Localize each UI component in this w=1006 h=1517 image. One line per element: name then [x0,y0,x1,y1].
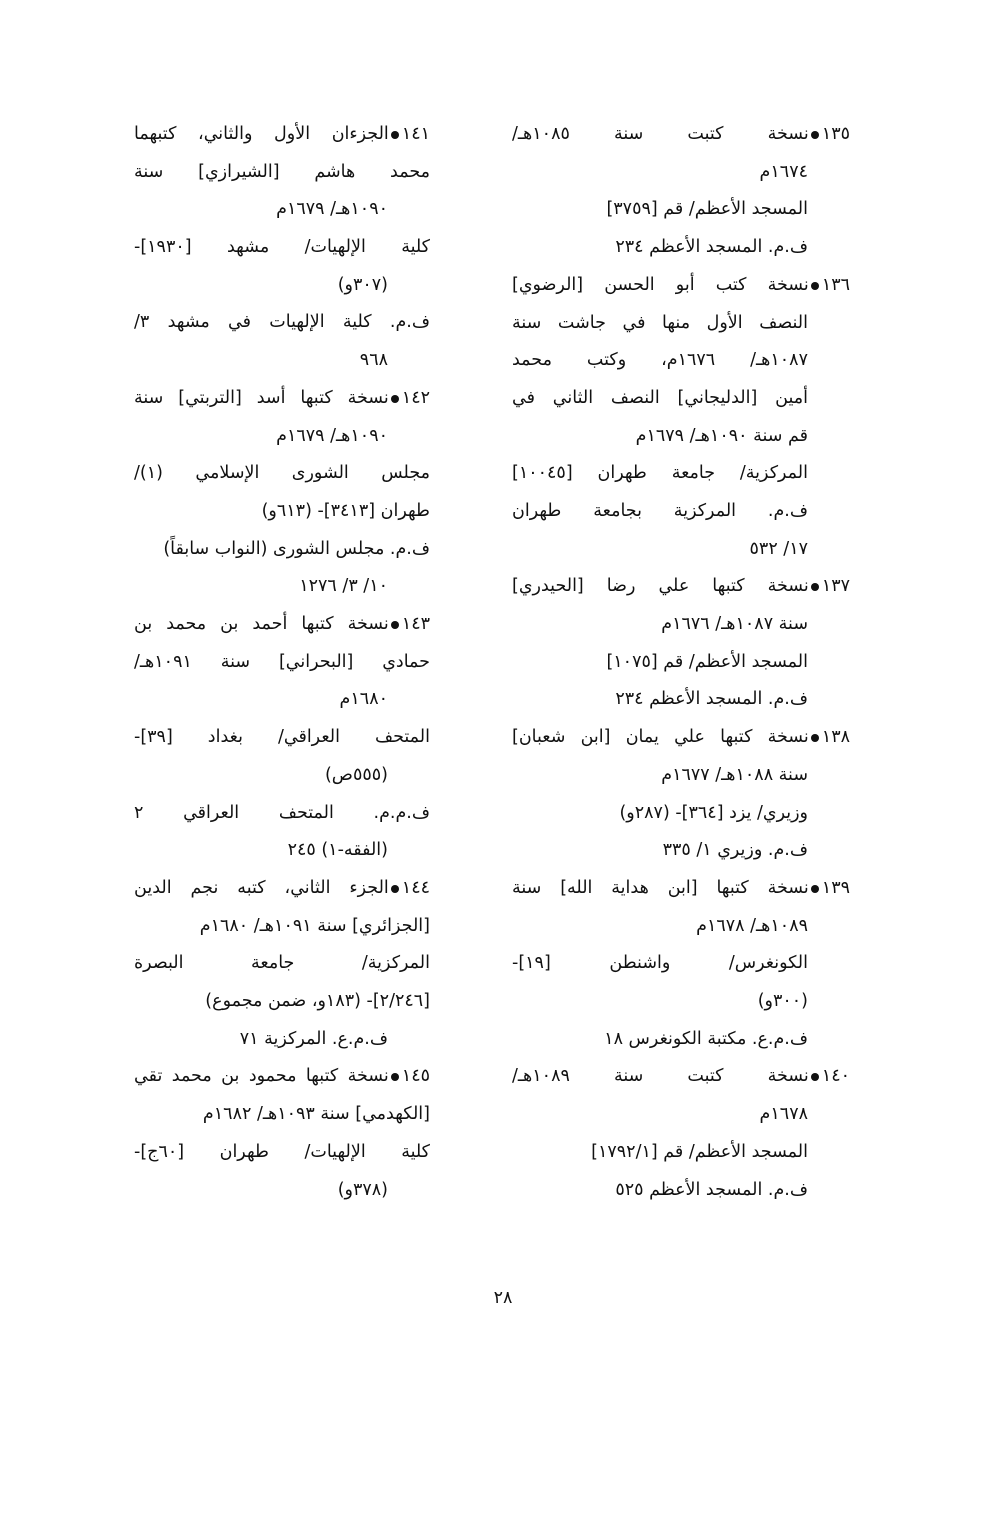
entry-text: (الفقه-١) ٢٤٥ [287,840,388,861]
entry-text: كلية الإلهيات/ طهران [٦٠ج]- [134,1141,430,1162]
entry-text: طهران [٣٤١٣]- (٦١٣و) [261,500,430,521]
list-item [134,1058,430,1209]
entry-text: أمين [الدليجاني] النصف الثاني في [512,387,808,408]
entry-text: ف.م.م. المتحف العراقي ٢ [134,802,430,823]
entry-text: ١٠/ ٣/ ١٢٧٦ [299,576,388,597]
entry-text: المتحف العراقي/ بغداد [٣٩]- [134,727,430,748]
entry-text: مجلس الشورى الإسلامي (١)/ [134,463,430,484]
entry-text: ١٠٩٠هـ/ ١٦٧٩م [276,425,388,446]
entry-text: النصف الأول منها في جاشت سنة [512,312,808,333]
bullet-icon [811,131,819,139]
entry-text: ف.م.ع. المركزية ٧١ [239,1028,388,1049]
page-number: ٢٨ [493,1288,513,1308]
entry-number: ١٤١ [401,124,430,144]
entry-text: الجزء الثاني، كتبه نجم الدين [134,877,389,898]
entry-text: سنة ١٠٨٨هـ/ ١٦٧٧م [661,764,808,785]
entry-text: محمد هاشم [الشيرازي] سنة [134,161,430,182]
entry-text: ١٠٩٠هـ/ ١٦٧٩م [276,199,388,220]
list-item [512,719,850,870]
entry-number: ١٤٠ [821,1066,850,1087]
entry-text: (٣٠٠و) [757,991,808,1012]
list-item [512,267,850,569]
bullet-icon [391,395,399,403]
entry-text: ١٧/ ٥٣٢ [749,538,808,559]
bullet-icon [391,1073,399,1081]
entry-text: ف.م. المسجد الأعظم ٢٣٤ [615,237,808,258]
bullet-icon [391,621,399,629]
entry-text: المسجد الأعظم/ قم [١٧٩٢/١] [591,1141,808,1162]
entry-text: نسخة كتبت سنة ١٠٨٩هـ/ [512,1066,809,1087]
entry-text: نسخة كتبها محمود بن محمد تقي [134,1066,389,1087]
entry-text: (٥٥٥ص) [324,764,388,785]
entry-text: ف.م. مجلس الشورى (النواب سابقاً) [163,538,430,559]
bullet-icon [391,131,399,139]
entry-number: ١٣٦ [821,274,850,295]
entry-text: الجزءان الأول والثاني، كتبهما [134,124,389,144]
list-item [512,1058,850,1209]
list-item [134,606,430,870]
entry-text: (٣٠٧و) [337,274,388,295]
entry-text: المركزية/ جامعة طهران [١٠٠٤٥] [512,463,808,484]
entry-text: وزيري/ يزد [٣٦٤]- (٢٨٧و) [619,802,808,823]
bullet-icon [811,885,819,893]
entry-text: (٣٧٨و) [337,1179,388,1200]
entry-text: ف.م.ع. مكتبة الكونغرس ١٨ [604,1028,808,1049]
entry-text: نسخة كتبها [ابن هداية الله] سنة [512,877,809,898]
bullet-icon [391,885,399,893]
entry-text: ٩٦٨ [359,350,388,371]
list-item [134,380,430,606]
right-column [512,116,850,1209]
entry-text: ١٠٨٧هـ/ ١٦٧٦م، وكتب محمد [512,350,808,371]
entry-number: ١٤٤ [401,877,430,898]
list-item [134,116,430,380]
bullet-icon [811,734,819,742]
entry-text: سنة ١٠٨٧هـ/ ١٦٧٦م [661,614,808,635]
entry-text: ف.م. كلية الإلهيات في مشهد ٣/ [134,312,430,333]
bullet-icon [811,282,819,290]
entry-text: قم سنة ١٠٩٠هـ/ ١٦٧٩م [635,425,808,446]
entry-text: المركزية/ جامعة البصرة [134,953,430,974]
entry-text: ١٦٨٠م [339,689,388,710]
entry-text: نسخة كتبها علي يمان [ابن شعبان] [512,727,809,748]
entry-text: نسخة كتبها أحمد بن محمد بن [134,614,389,635]
entry-text: ١٦٧٨م [759,1104,808,1125]
entry-text: الكونغرس/ واشنطن [١٩]- [512,953,808,974]
entry-number: ١٣٨ [821,727,850,748]
entry-text: نسخة كتبها أسد [التربتي] سنة [134,387,389,408]
entry-number: ١٣٧ [821,576,850,597]
list-item [512,116,850,267]
entry-text: نسخة كتبت سنة ١٠٨٥هـ/ [512,124,809,144]
entry-text: ف.م. وزيري ١/ ٣٣٥ [662,840,808,861]
entry-text: حمادي [البحراني] سنة ١٠٩١هـ/ [134,651,430,672]
list-item [134,870,430,1059]
entry-text: ١٠٨٩هـ/ ١٦٧٨م [696,915,808,936]
entry-number: ١٤٢ [401,387,430,408]
entry-number: ١٣٩ [821,877,850,898]
left-column [134,116,430,1209]
list-item [512,870,850,1059]
entry-text: المسجد الأعظم/ قم [١٠٧٥] [606,651,808,672]
entry-text: ف.م. المركزية بجامعة طهران [512,500,808,521]
entry-text: ١٦٧٤م [759,161,808,182]
entry-text: كلية الإلهيات/ مشهد [١٩٣٠]- [134,237,430,258]
entry-text: نسخة كتب أبو الحسن [الرضوي] [512,274,809,295]
entry-text: [٢/٢٤٦]- (١٨٣و، ضمن مجموع) [205,991,430,1012]
entry-number: ١٣٥ [821,124,850,144]
entry-text: ف.م. المسجد الأعظم ٢٣٤ [615,689,808,710]
entry-number: ١٤٣ [401,614,430,635]
bullet-icon [811,1073,819,1081]
entry-text: نسخة كتبها علي رضا [الحيدري] [512,576,809,597]
bullet-icon [811,583,819,591]
entry-text: ف.م. المسجد الأعظم ٥٢٥ [615,1179,808,1200]
list-item [512,568,850,719]
entry-number: ١٤٥ [401,1066,430,1087]
entry-text: [الجزائري] سنة ١٠٩١هـ/ ١٦٨٠م [199,915,430,936]
entry-text: المسجد الأعظم/ قم [٣٧٥٩] [606,199,808,220]
entry-text: [الكهدمي] سنة ١٠٩٣هـ/ ١٦٨٢م [202,1104,430,1125]
